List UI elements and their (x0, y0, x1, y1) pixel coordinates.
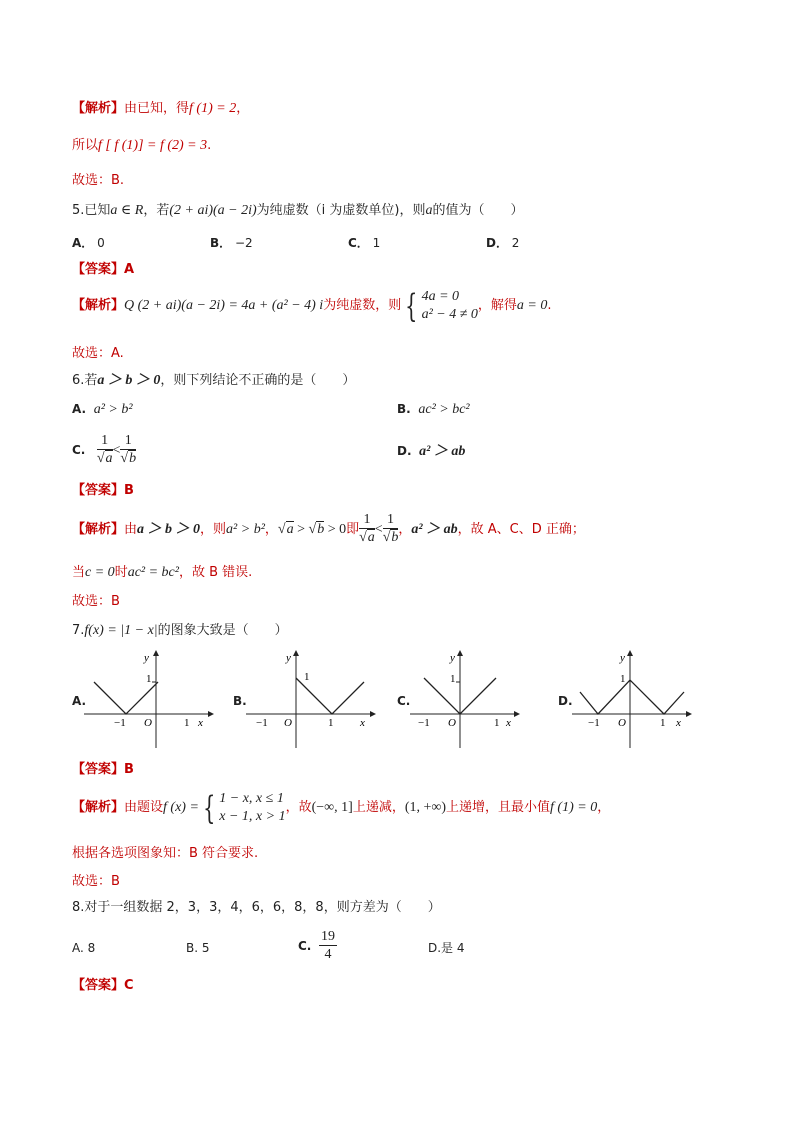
graph-curve (580, 680, 684, 714)
x-arrow (514, 711, 520, 717)
math-expr: > 0 (327, 522, 347, 537)
q6-stem (72, 372, 355, 390)
origin-label: O (144, 717, 152, 729)
q5-option-a (72, 234, 105, 252)
x-tick-neg1: −1 (418, 717, 430, 729)
q5-option-d (486, 234, 519, 252)
q6-option-c (72, 430, 136, 471)
q5-choose: 故选：A. (72, 346, 124, 361)
q6-analysis: 【解析】由a ＞ b ＞ 0，则a² > b²，√a > √b > 0即 $\frac{1}{√a}$ < $\frac{1}{√b}$ ，a² ＞ ab，故 A、C、D 正确； (72, 512, 585, 545)
analysis-text: ， (236, 101, 250, 116)
stem-text: ，则下列结论不正确的是（ ） (160, 373, 356, 388)
q6-answer (72, 482, 134, 500)
option-letter: C． (348, 236, 369, 250)
y-tick-label: 1 (620, 673, 626, 685)
analysis-text: 当 (72, 565, 86, 580)
q8-option-b: B. 5 (186, 941, 210, 955)
analysis-text: . (207, 138, 212, 153)
y-label: y (144, 652, 149, 664)
graph-curve (94, 682, 158, 714)
analysis-text: 由 (124, 522, 138, 537)
denominator: √a (359, 530, 375, 545)
radicand: a (367, 530, 375, 545)
y-arrow (293, 650, 299, 656)
graph-label-c: C. (397, 694, 411, 708)
denominator: √b (120, 451, 137, 466)
graph-label-a: A. (72, 694, 87, 708)
stem-text: 的值为（ ） (432, 203, 524, 218)
origin-label: O (448, 717, 456, 729)
analysis-text: ，故 (285, 800, 312, 815)
math-expr: a ＞ b ＞ 0 (137, 522, 201, 537)
analysis-text: 所以 (72, 138, 99, 153)
math-expr: f (1) = 0 (550, 800, 598, 815)
math-expr: (2 + ai)(a − 2i) (169, 203, 257, 218)
answer-tag: 【答案】 (72, 762, 125, 777)
q5-option-b (210, 234, 253, 252)
q5-stem (72, 202, 524, 220)
q7-analysis-line2: 根据各选项图象知：B 符合要求. (72, 846, 259, 861)
y-tick-label: 1 (146, 673, 152, 685)
answer-tag: 【答案】 (72, 483, 125, 498)
option-letter: B． (210, 236, 232, 250)
y-arrow (457, 650, 463, 656)
fraction (97, 433, 113, 468)
graph-a-svg (84, 648, 214, 748)
q5-answer (72, 261, 134, 279)
answer-value: B (124, 762, 134, 777)
math-expr: f (x) = (163, 800, 199, 815)
q8-stem: 8.对于一组数据 2，3，3，4，6，6，8，8，则方差为（ ） (72, 900, 441, 915)
option-value: 2 (511, 236, 520, 250)
q8-answer (72, 977, 134, 995)
analysis-text: ，故 B 错误. (178, 565, 253, 580)
q4-analysis-line2 (72, 137, 211, 155)
radicand: a (286, 522, 294, 537)
math-expr: f (1) = 2 (189, 101, 237, 116)
x-label: x (198, 717, 203, 729)
graph-b (246, 648, 376, 752)
answer-tag: 【答案】 (72, 978, 125, 993)
q5-analysis (72, 286, 552, 326)
graph-d-svg (572, 648, 692, 748)
analysis-text: ，解得 (477, 298, 517, 313)
math-expr: < (112, 443, 121, 458)
y-label: y (620, 652, 625, 664)
fraction (383, 512, 399, 547)
analysis-text: 时 (114, 565, 128, 580)
math-expr: a = 0 (516, 298, 548, 313)
numerator: 1 (97, 433, 113, 450)
x-tick-1: 1 (660, 717, 666, 729)
math-expr: √a > √b (277, 522, 325, 537)
stem-text: 5.已知 (72, 203, 111, 218)
math-expr: f [ f (1)] = f (2) = 3 (98, 138, 208, 153)
graph-c (410, 648, 520, 752)
graph-curve (296, 678, 364, 714)
x-tick-1: 1 (328, 717, 334, 729)
option-letter: C. (72, 443, 86, 457)
denominator: 4 (324, 947, 332, 962)
x-tick-neg1: −1 (256, 717, 268, 729)
radicand: b (317, 522, 325, 537)
q7-stem (72, 622, 288, 640)
math-expr: a ∈ R (110, 203, 144, 218)
math-expr: < (374, 522, 383, 537)
stem-text: ，若 (143, 203, 170, 218)
numerator: 1 (120, 433, 136, 450)
numerator: 1 (359, 512, 375, 529)
brace-symbol: { (202, 788, 216, 827)
radicand: b (391, 530, 399, 545)
option-letter: D. (397, 444, 412, 458)
stem-text: 为纯虚数（i 为虚数单位)，则 (256, 203, 426, 218)
q5-option-c (348, 234, 380, 252)
denominator: √b (382, 530, 399, 545)
answer-value: A (124, 262, 135, 277)
analysis-tag: 【解析】 (72, 522, 125, 537)
analysis-tag: 【解析】 (72, 800, 125, 815)
piecewise-cases (219, 790, 285, 826)
analysis-text: 由题设 (124, 800, 164, 815)
fraction (359, 512, 375, 547)
x-label: x (506, 717, 511, 729)
q7-choose: 故选：B (72, 874, 120, 889)
brace-symbol: { (405, 286, 418, 325)
y-tick-label: 1 (450, 673, 456, 685)
q7-analysis (72, 788, 610, 828)
stem-text: 的图象大致是（ ） (157, 623, 288, 638)
analysis-text: ， (597, 800, 611, 815)
x-arrow (686, 711, 692, 717)
answer-tag: 【答案】 (72, 262, 125, 277)
math-expr: a² ＞ ab (419, 444, 466, 459)
q6-choose: 故选：B (72, 594, 120, 609)
q7-answer (72, 761, 134, 779)
x-label: x (676, 717, 681, 729)
x-tick-1: 1 (494, 717, 500, 729)
analysis-tag: 【解析】 (72, 101, 125, 116)
denominator: √a (96, 451, 113, 466)
stem-text: 6.若 (72, 373, 98, 388)
numerator: 1 (383, 512, 399, 529)
math-expr: a² > b² (226, 522, 265, 537)
graph-b-svg (246, 648, 376, 748)
graph-c-svg (410, 648, 520, 748)
analysis-text: 即 (346, 522, 360, 537)
radicand: b (129, 451, 137, 466)
y-arrow (627, 650, 633, 656)
option-value: 1 (372, 236, 381, 250)
math-expr: (1, +∞) (404, 800, 447, 815)
numerator: 19 (321, 929, 336, 944)
q6-option-d (397, 442, 465, 461)
q4-choose: 故选：B. (72, 173, 125, 188)
math-expr: ac² = bc² (127, 565, 179, 580)
y-arrow (153, 650, 159, 656)
math-expr: a² ＞ ab (411, 522, 458, 537)
equation-system (422, 288, 478, 324)
math-expr: c = 0 (85, 565, 115, 580)
case-line: 1 − x, x ≤ 1 (219, 790, 284, 806)
math-expr: a (425, 203, 433, 218)
option-letter: D． (486, 236, 508, 250)
fraction (319, 929, 337, 964)
option-value: 0 (97, 236, 105, 250)
option-letter: C. (298, 939, 312, 953)
analysis-text: 由已知，得 (124, 101, 190, 116)
x-tick-1: 1 (184, 717, 190, 729)
origin-label: O (618, 717, 626, 729)
q4-analysis-line1 (72, 100, 249, 118)
y-tick-label: 1 (304, 671, 310, 683)
stem-text: 7. (72, 623, 85, 638)
x-arrow (370, 711, 376, 717)
fraction (120, 433, 136, 468)
analysis-text: ，故 A、C、D 正确； (457, 522, 585, 537)
option-value: −2 (234, 236, 253, 250)
x-label: x (360, 717, 365, 729)
math-expr: a² > b² (93, 402, 133, 417)
x-arrow (208, 711, 214, 717)
radicand: a (105, 451, 113, 466)
graph-label-d: D. (558, 694, 573, 708)
q6-option-a (72, 400, 133, 419)
option-letter: B. (397, 402, 411, 416)
graph-d (572, 648, 692, 752)
option-letter: A． (72, 236, 94, 250)
equation-line: 4a = 0 (421, 288, 460, 304)
q8-option-a: A. 8 (72, 941, 96, 955)
q6-option-b (397, 400, 470, 419)
math-expr: ac² > bc² (418, 402, 470, 417)
analysis-text: ， (264, 522, 278, 537)
answer-value: B (124, 483, 134, 498)
y-label: y (286, 652, 291, 664)
x-tick-neg1: −1 (588, 717, 600, 729)
analysis-tag: 【解析】 (72, 298, 125, 313)
analysis-text: ，则 (200, 522, 227, 537)
graph-a (84, 648, 214, 752)
math-expr: a ＞ b ＞ 0 (97, 373, 161, 388)
analysis-text: 上递增，且最小值 (446, 800, 551, 815)
analysis-text: 上递减， (352, 800, 405, 815)
analysis-text: 为纯虚数，则 (323, 298, 402, 313)
q6-analysis-line2 (72, 564, 252, 582)
math-expr: (−∞, 1] (311, 800, 353, 815)
x-tick-neg1: −1 (114, 717, 126, 729)
analysis-text: . (547, 298, 552, 313)
case-line: x − 1, x > 1 (219, 808, 286, 824)
origin-label: O (284, 717, 292, 729)
option-letter: A. (72, 402, 87, 416)
q8-option-c (298, 926, 337, 966)
math-expr: f(x) = |1 − x| (84, 623, 158, 638)
answer-value: C (124, 978, 134, 993)
equation-line: a² − 4 ≠ 0 (421, 306, 478, 322)
q8-option-d: D.是 4 (428, 941, 465, 955)
graph-label-b: B. (233, 694, 247, 708)
y-label: y (450, 652, 455, 664)
math-expr: Q (2 + ai)(a − 2i) = 4a + (a² − 4) i (124, 298, 324, 313)
